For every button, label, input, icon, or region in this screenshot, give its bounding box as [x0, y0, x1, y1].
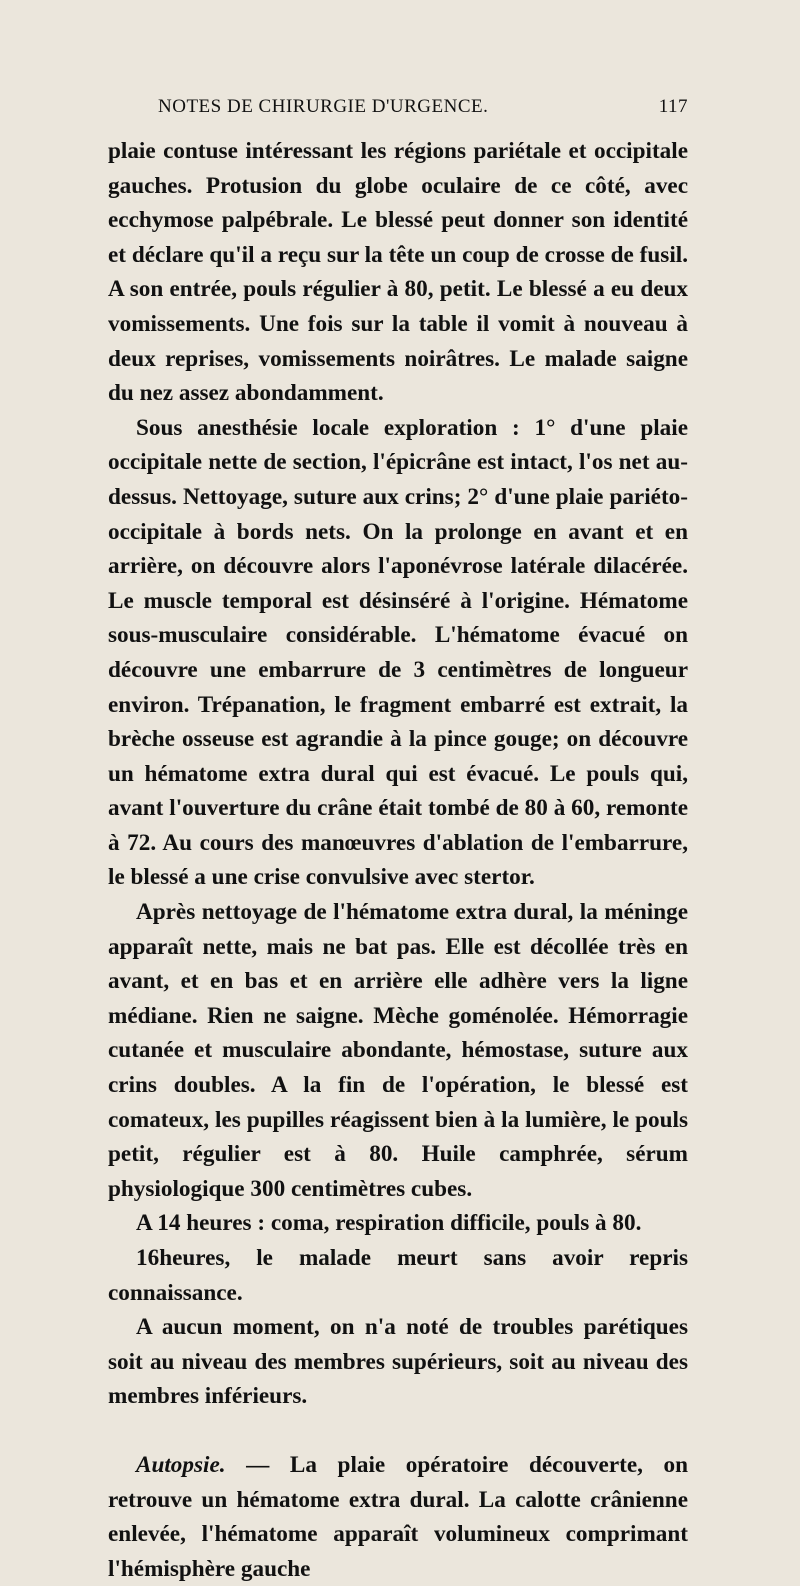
paragraph-1: plaie contuse intéressant les régions pariétale et occipitale gauches. Protusion du globe oculaire de ce côté, avec ecchymose palpébrale. Le blessé peut donner son identité et déclare qu'il a reçu sur la tête un coup de crosse de fusil. A son entrée, pouls régulier à 80, petit. Le blessé a eu deux vomissements. Une fois sur la table il vomit à nouveau à deux reprises, vomissements noirâtres. Le malade saigne du nez assez abondamment.: [108, 138, 688, 407]
header-title: NOTES DE CHIRURGIE D'URGENCE.: [158, 96, 489, 117]
paragraph-4: A 14 heures : coma, respiration difficile, pouls à 80.: [136, 1210, 642, 1237]
paragraph-3: Après nettoyage de l'hématome extra dural, la méninge apparaît nette, mais ne bat pas. Elle est décollée très en avant, et en bas et en arrière elle adhère vers la ligne médiane. Rien ne saigne. Mèche goménolée. Hémorragie cutanée et musculaire abondante, hémostase, suture aux crins doubles. A la fin de l'opération, le blessé est comateux, les pupilles réagissent bien à la lumière, le pouls petit, régulier est à 80. Huile camphrée, sérum physiologique 300 centimètres cubes.: [108, 899, 688, 1202]
autopsie-label: Autopsie.: [136, 1451, 226, 1478]
body-text: [108, 134, 688, 1586]
paragraph-2: Sous anesthésie locale exploration : 1° d'une plaie occipitale nette de section, l'épicrâne est intact, l'os net au-dessus. Nettoyage, suture aux crins; 2° d'une plaie pariéto-occipitale à bords nets. On la prolonge en avant et en arrière, on découvre alors l'aponévrose latérale dilacérée. Le muscle temporal est désinséré à l'origine. Hématome sous-musculaire considérable. L'hématome évacué on découvre une embarrure de 3 centimètres de longueur environ. Trépanation, le fragment embarré est extrait, la brèche osseuse est agrandie à la pince gouge; on découvre un hématome extra dural qui est évacué. Le pouls qui, avant l'ouverture du crâne était tombé de 80 à 60, remonte à 72. Au cours des manœuvres d'ablation de l'embarrure, le blessé a une crise convulsive avec stertor.: [108, 414, 688, 891]
page-number: 117: [658, 96, 688, 117]
paragraph-autopsie: [108, 1448, 688, 1586]
running-header: [108, 96, 688, 126]
paragraph-gap: [108, 1414, 688, 1448]
paragraph-5: 16heures, le malade meurt sans avoir repris connaissance.: [108, 1245, 688, 1306]
paragraph-6: A aucun moment, on n'a noté de troubles parétiques soit au niveau des membres supérieurs, soit au niveau des membres inférieurs.: [108, 1314, 688, 1410]
autopsie-text: — La plaie opératoire découverte, on retrouve un hématome extra dural. La calotte crânienne enlevée, l'hématome apparaît volumineux comprimant l'hémisphère gauche: [108, 1451, 688, 1582]
